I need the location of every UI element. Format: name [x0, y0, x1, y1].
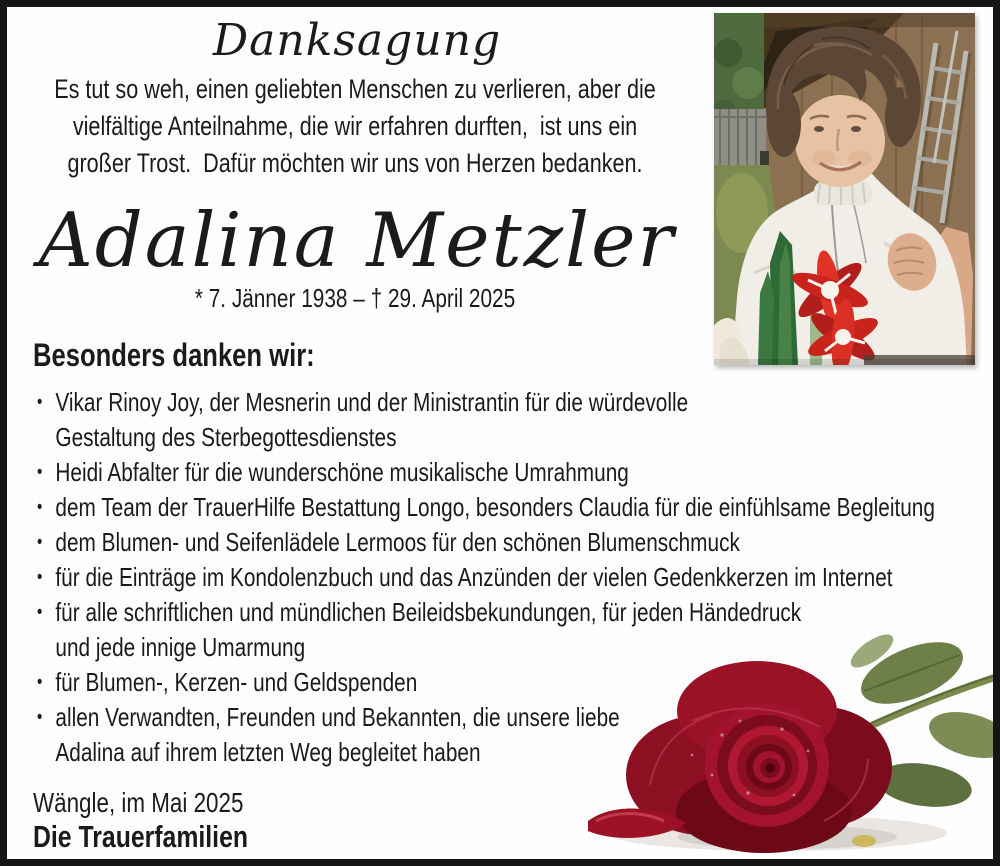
list-item-line: und jede innige Umarmung: [55, 632, 306, 662]
bullet-icon: •: [37, 497, 43, 518]
rose-photo: [572, 625, 1000, 859]
intro-paragraph: [27, 71, 683, 182]
list-item: [33, 560, 961, 595]
list-item: [33, 455, 961, 490]
place-and-date: Wängle, im Mai 2025: [33, 787, 244, 818]
signature: Die Trauerfamilien: [33, 819, 249, 854]
thanks-heading: Besonders danken wir:: [33, 337, 315, 373]
list-item-line: allen Verwandten, Freunden und Bekannten, die unsere liebe: [55, 702, 620, 732]
list-item-line: für Blumen-, Kerzen- und Geldspenden: [55, 667, 418, 697]
intro-line: großer Trost. Dafür möchten wir uns von Herzen bedanken.: [67, 148, 643, 178]
intro-line: vielfältige Anteilnahme, die wir erfahren durften, ist uns ein: [72, 111, 638, 141]
bullet-icon: •: [37, 707, 43, 728]
bullet-icon: •: [37, 532, 43, 553]
list-item-line: Adalina auf ihrem letzten Weg begleitet haben: [55, 737, 481, 767]
list-item: [33, 525, 961, 560]
list-item-line: Vikar Rinoy Joy, der Mesnerin und der Ministrantin für die würdevolle: [55, 387, 689, 417]
list-item: [33, 490, 961, 525]
list-item: [33, 385, 961, 455]
bullet-icon: •: [37, 462, 43, 483]
portrait-photo: [714, 13, 975, 365]
list-item-line: Gestaltung des Sterbegottesdienstes: [55, 422, 397, 452]
portrait-photo-illustration: [714, 13, 975, 365]
life-dates: * 7. Jänner 1938 – † 29. April 2025: [194, 283, 516, 313]
rose-photo-illustration: [572, 625, 1000, 859]
bullet-icon: •: [37, 567, 43, 588]
page-title: Danksagung: [212, 15, 502, 66]
list-item-line: dem Blumen- und Seifenlädele Lermoos für den schönen Blumenschmuck: [55, 527, 740, 557]
list-item-line: für die Einträge im Kondolenzbuch und das Anzünden der vielen Gedenkkerzen im Internet: [55, 562, 893, 592]
list-item-line: für alle schriftlichen und mündlichen Beileidsbekundungen, für jeden Händedruck: [55, 597, 802, 627]
intro-line: Es tut so weh, einen geliebten Menschen zu verlieren, aber die: [54, 74, 656, 104]
bullet-icon: •: [37, 602, 43, 623]
deceased-name: Adalina Metzler: [38, 196, 676, 284]
bullet-icon: •: [37, 392, 43, 413]
list-item-line: Heidi Abfalter für die wunderschöne musikalische Umrahmung: [55, 457, 629, 487]
bullet-icon: •: [37, 672, 43, 693]
list-item-line: dem Team der TrauerHilfe Bestattung Longo, besonders Claudia für die einfühlsame Begleitung: [55, 492, 935, 522]
